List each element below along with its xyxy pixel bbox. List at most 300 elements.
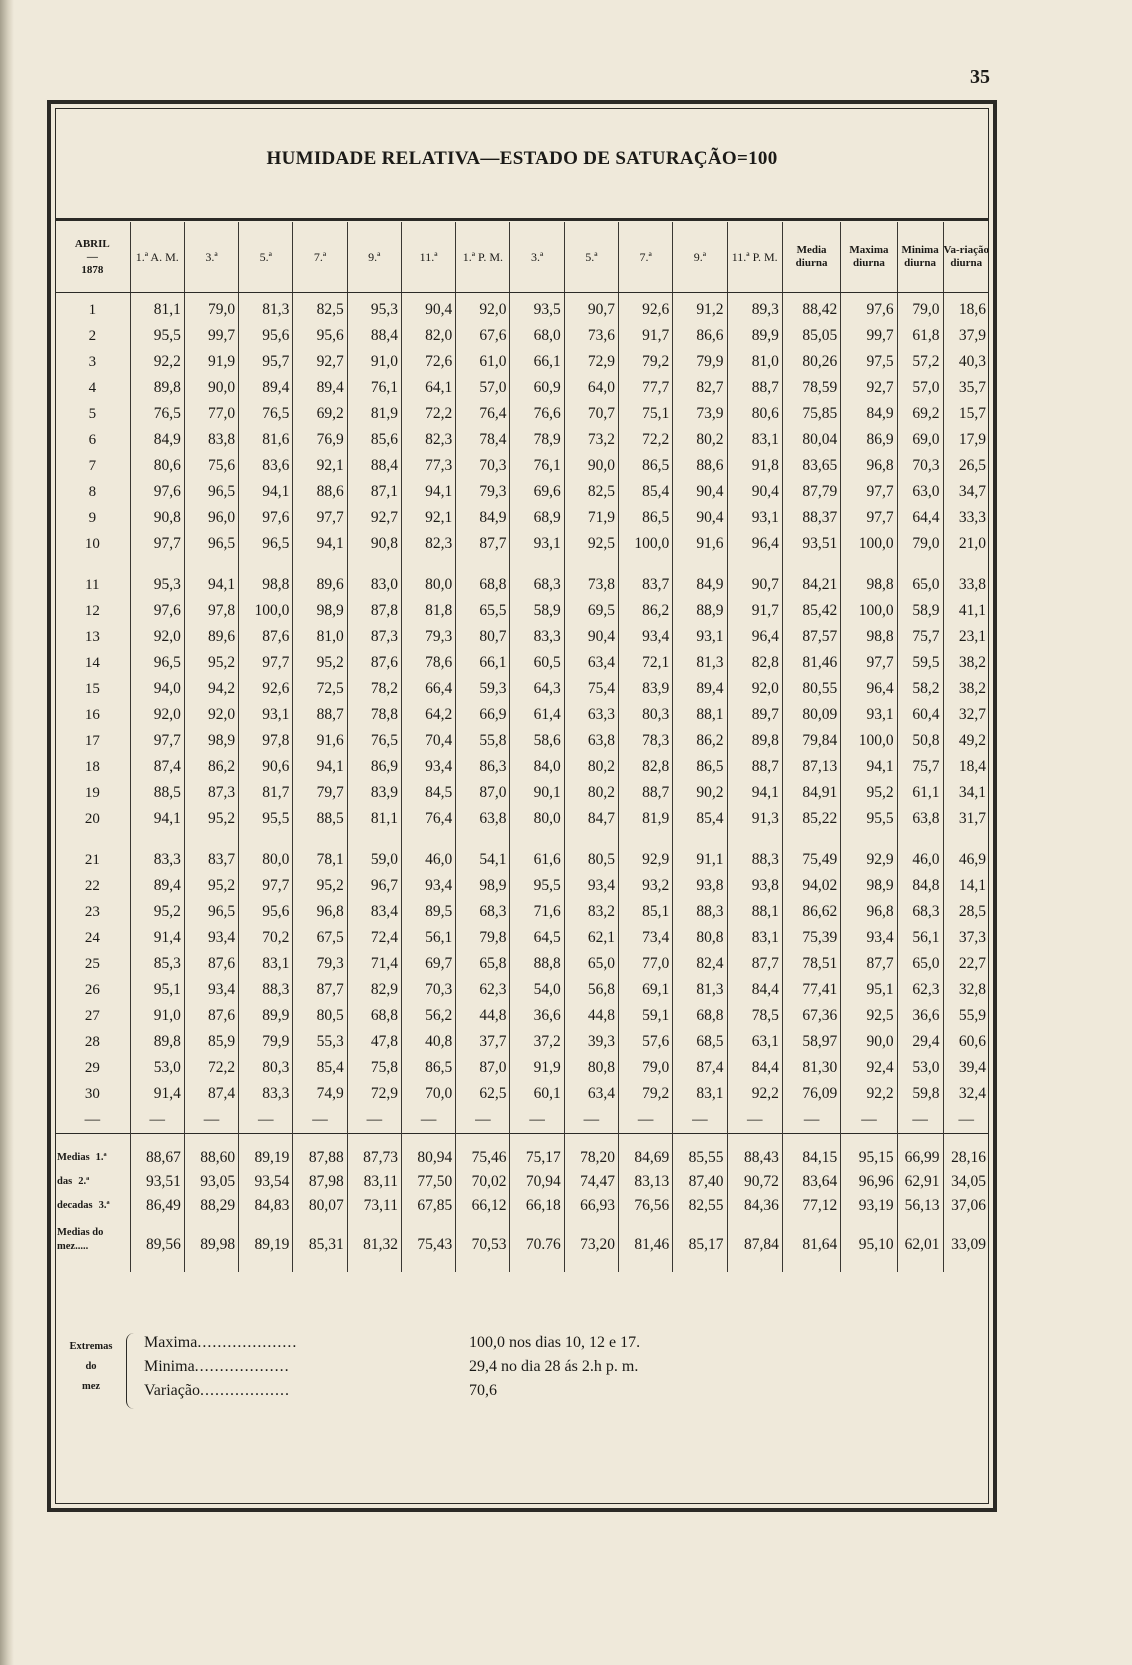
value-cell: 64,1 [401, 375, 455, 401]
value-cell: 89,5 [401, 899, 455, 925]
value-cell: 93,51 [130, 1170, 184, 1194]
value-cell: 64,5 [510, 925, 564, 951]
value-cell: 85,55 [673, 1146, 727, 1170]
value-cell: 71,9 [564, 505, 618, 531]
value-cell: 57,2 [897, 349, 943, 375]
header-col-3: 7.ª [293, 222, 347, 293]
value-cell: 61,6 [510, 847, 564, 873]
value-cell: 96,5 [184, 899, 238, 925]
value-cell: 37,3 [943, 925, 989, 951]
value-cell: 85,3 [130, 951, 184, 977]
day-cell: 24 [84, 930, 100, 946]
value-cell: 79,0 [619, 1055, 673, 1081]
value-cell: 70.76 [510, 1218, 564, 1260]
value-cell: 81,30 [782, 1055, 840, 1081]
value-cell: 87,7 [456, 531, 510, 557]
value-cell: 96,8 [841, 899, 897, 925]
value-cell: 91,9 [510, 1055, 564, 1081]
value-cell: 89,8 [130, 375, 184, 401]
table-row [55, 453, 989, 479]
value-cell: 81,0 [727, 349, 782, 375]
value-cell: 85,31 [293, 1218, 347, 1260]
value-cell: 87,8 [347, 598, 401, 624]
header-col-4: 9.ª [347, 222, 401, 293]
dash-cell: — [347, 1107, 401, 1134]
table-row [55, 427, 989, 453]
day-cell: 16 [84, 707, 100, 723]
value-cell: 97,6 [130, 598, 184, 624]
value-cell: 87,3 [347, 624, 401, 650]
value-cell: 83,3 [130, 847, 184, 873]
value-cell: 95,15 [841, 1146, 897, 1170]
value-cell: 97,6 [239, 505, 293, 531]
value-cell: 92,7 [293, 349, 347, 375]
value-cell: 97,7 [841, 479, 897, 505]
value-cell: 83,1 [239, 951, 293, 977]
value-cell: 70,0 [401, 1081, 455, 1107]
value-cell: 89,6 [293, 572, 347, 598]
value-cell: 66,1 [510, 349, 564, 375]
value-cell: 90,0 [841, 1029, 897, 1055]
value-cell: 81,9 [619, 806, 673, 832]
value-cell: 90,4 [401, 293, 455, 324]
value-cell: 97,7 [293, 505, 347, 531]
value-cell: 89,7 [727, 702, 782, 728]
value-cell: 80,04 [782, 427, 840, 453]
table-row [55, 847, 989, 873]
table-row [55, 505, 989, 531]
value-cell: 37,2 [510, 1029, 564, 1055]
table-row [55, 479, 989, 505]
value-cell: 89,19 [239, 1146, 293, 1170]
value-cell: 98,8 [239, 572, 293, 598]
value-cell: 73,2 [564, 427, 618, 453]
day-cell: 3 [88, 354, 97, 370]
value-cell: 76,56 [619, 1194, 673, 1218]
dash-cell: — [456, 1107, 510, 1134]
value-cell: 91,0 [130, 1003, 184, 1029]
value-cell: 96,7 [347, 873, 401, 899]
value-cell: 59,0 [347, 847, 401, 873]
value-cell: 86,5 [401, 1055, 455, 1081]
value-cell: 93,4 [619, 624, 673, 650]
value-cell: 15,7 [943, 401, 989, 427]
value-cell: 83,3 [510, 624, 564, 650]
header-col-13: Maxima diurna [841, 222, 897, 293]
header-col-14: Minima diurna [897, 222, 943, 293]
value-cell: 97,7 [130, 728, 184, 754]
value-cell: 57,0 [897, 375, 943, 401]
value-cell: 84,9 [841, 401, 897, 427]
value-cell: 72,4 [347, 925, 401, 951]
value-cell: 77,41 [782, 977, 840, 1003]
value-cell: 87,6 [184, 951, 238, 977]
value-cell: 91,9 [184, 349, 238, 375]
value-cell: 32,4 [943, 1081, 989, 1107]
header-col-11: 11.ª P. M. [727, 222, 782, 293]
value-cell: 97,7 [841, 505, 897, 531]
value-cell: 76,5 [347, 728, 401, 754]
value-cell: 66,12 [456, 1194, 510, 1218]
value-cell: 87,98 [293, 1170, 347, 1194]
value-cell: 79,3 [293, 951, 347, 977]
header-col-12: Media diurna [782, 222, 840, 293]
value-cell: 58,6 [510, 728, 564, 754]
dash-cell: — [184, 1107, 238, 1134]
value-cell: 70,53 [456, 1218, 510, 1260]
header-col-15: Va-riação diurna [943, 222, 989, 293]
day-cell: 30 [84, 1086, 100, 1102]
value-cell: 70,4 [401, 728, 455, 754]
value-cell: 97,6 [130, 479, 184, 505]
value-cell: 91,6 [293, 728, 347, 754]
value-cell: 64,0 [564, 375, 618, 401]
value-cell: 87,4 [673, 1055, 727, 1081]
value-cell: 21,0 [943, 531, 989, 557]
value-cell: 82,8 [727, 650, 782, 676]
value-cell: 95,6 [239, 899, 293, 925]
value-cell: 60,1 [510, 1081, 564, 1107]
value-cell: 84,5 [401, 780, 455, 806]
day-cell: 20 [84, 811, 100, 827]
value-cell: 85,9 [184, 1029, 238, 1055]
value-cell: 85,4 [293, 1055, 347, 1081]
value-cell: 93,51 [782, 531, 840, 557]
value-cell: 94,1 [401, 479, 455, 505]
value-cell: 83,1 [727, 427, 782, 453]
value-cell: 100,0 [239, 598, 293, 624]
value-cell: 23,1 [943, 624, 989, 650]
value-cell: 92,2 [727, 1081, 782, 1107]
day-cell: 4 [88, 380, 97, 396]
value-cell: 89,4 [673, 676, 727, 702]
value-cell: 88,1 [727, 899, 782, 925]
value-cell: 57,0 [456, 375, 510, 401]
header-col-10: 9.ª [673, 222, 727, 293]
value-cell: 87,7 [293, 977, 347, 1003]
value-cell: 93,05 [184, 1170, 238, 1194]
value-cell: 78,5 [727, 1003, 782, 1029]
value-cell: 61,4 [510, 702, 564, 728]
page-title: HUMIDADE RELATIVA—ESTADO DE SATURAÇÃO=100 [266, 148, 778, 169]
value-cell: 98,8 [841, 572, 897, 598]
extremes-label: Extremas do mez [69, 1341, 113, 1392]
value-cell: 83,9 [347, 780, 401, 806]
value-cell: 79,8 [456, 925, 510, 951]
decade-gap [55, 832, 989, 847]
value-cell: 86,5 [673, 754, 727, 780]
value-cell: 84,91 [782, 780, 840, 806]
value-cell: 93,19 [841, 1194, 897, 1218]
value-cell: 95,3 [347, 293, 401, 324]
value-cell: 91,6 [673, 531, 727, 557]
value-cell: 80,07 [293, 1194, 347, 1218]
value-cell: 65,0 [897, 572, 943, 598]
value-cell: 68,5 [673, 1029, 727, 1055]
value-cell: 96,8 [293, 899, 347, 925]
day-cell: 7 [88, 458, 97, 474]
value-cell: 70,3 [401, 977, 455, 1003]
value-cell: 96,0 [184, 505, 238, 531]
table-row [55, 925, 989, 951]
decade-mean-row [55, 1194, 989, 1218]
value-cell: 92,7 [841, 375, 897, 401]
value-cell: 26,5 [943, 453, 989, 479]
value-cell: 86,2 [673, 728, 727, 754]
value-cell: 83,3 [239, 1081, 293, 1107]
decade-mean-label: decadas 3.ª [57, 1200, 110, 1211]
value-cell: 89,8 [130, 1029, 184, 1055]
value-cell: 75,7 [897, 624, 943, 650]
value-cell: 37,06 [943, 1194, 989, 1218]
value-cell: 80,2 [564, 754, 618, 780]
value-cell: 93,8 [727, 873, 782, 899]
value-cell: 99,7 [841, 323, 897, 349]
day-cell: 17 [84, 733, 100, 749]
page-number: 35 [970, 66, 990, 88]
table-row [55, 1029, 989, 1055]
value-cell: 90,1 [510, 780, 564, 806]
value-cell: 77,0 [619, 951, 673, 977]
value-cell: 70,3 [456, 453, 510, 479]
value-cell: 68,3 [897, 899, 943, 925]
value-cell: 93,4 [401, 873, 455, 899]
value-cell: 28,5 [943, 899, 989, 925]
value-cell: 96,5 [130, 650, 184, 676]
value-cell: 78,51 [782, 951, 840, 977]
value-cell: 55,3 [293, 1029, 347, 1055]
value-cell: 85,1 [619, 899, 673, 925]
value-cell: 40,8 [401, 1029, 455, 1055]
value-cell: 92,0 [130, 702, 184, 728]
value-cell: 96,5 [184, 479, 238, 505]
value-cell: 84,8 [897, 873, 943, 899]
value-cell: 81,0 [293, 624, 347, 650]
value-cell: 88,5 [130, 780, 184, 806]
day-cell: 26 [84, 982, 100, 998]
value-cell: 83,2 [564, 899, 618, 925]
value-cell: 80,2 [673, 427, 727, 453]
value-cell: 88,7 [293, 702, 347, 728]
value-cell: 82,9 [347, 977, 401, 1003]
value-cell: 36,6 [510, 1003, 564, 1029]
value-cell: 95,2 [184, 650, 238, 676]
value-cell: 93,1 [510, 531, 564, 557]
value-cell: 88,6 [673, 453, 727, 479]
value-cell: 73,4 [619, 925, 673, 951]
value-cell: 84,4 [727, 1055, 782, 1081]
dash-cell: — [841, 1107, 897, 1134]
value-cell: 86,2 [184, 754, 238, 780]
value-cell: 86,2 [619, 598, 673, 624]
table-row [55, 572, 989, 598]
value-cell: 82,3 [401, 531, 455, 557]
value-cell: 56,1 [897, 925, 943, 951]
header-col-7: 3.ª [510, 222, 564, 293]
value-cell: 81,1 [130, 293, 184, 324]
value-cell: 79,7 [293, 780, 347, 806]
value-cell: 84,4 [727, 977, 782, 1003]
table-row [55, 780, 989, 806]
value-cell: 44,8 [564, 1003, 618, 1029]
day-cell: 19 [84, 785, 100, 801]
value-cell: 94,1 [130, 806, 184, 832]
value-cell: 59,5 [897, 650, 943, 676]
table-row [55, 650, 989, 676]
value-cell: 81,1 [347, 806, 401, 832]
value-cell: 79,0 [897, 293, 943, 324]
value-cell: 73,20 [564, 1218, 618, 1260]
header-col-1: 3.ª [184, 222, 238, 293]
value-cell: 92,7 [347, 505, 401, 531]
value-cell: 88,7 [727, 375, 782, 401]
table-row [55, 754, 989, 780]
value-cell: 89,8 [727, 728, 782, 754]
value-cell: 94,1 [293, 531, 347, 557]
value-cell: 68,8 [347, 1003, 401, 1029]
value-cell: 90,0 [564, 453, 618, 479]
value-cell: 81,46 [619, 1218, 673, 1260]
value-cell: 85,42 [782, 598, 840, 624]
decade-mean-label: das 2.ª [57, 1176, 90, 1187]
value-cell: 34,05 [943, 1170, 989, 1194]
value-cell: 83,1 [727, 925, 782, 951]
value-cell: 68,9 [510, 505, 564, 531]
header-col-6: 1.ª P. M. [456, 222, 510, 293]
day-cell: 2 [88, 328, 97, 344]
value-cell: 92,0 [727, 676, 782, 702]
value-cell: 85,05 [782, 323, 840, 349]
value-cell: 60,4 [897, 702, 943, 728]
value-cell: 75,39 [782, 925, 840, 951]
value-cell: 88,42 [782, 293, 840, 324]
table-row [55, 728, 989, 754]
value-cell: 76,9 [293, 427, 347, 453]
value-cell: 73,11 [347, 1194, 401, 1218]
value-cell: 80,3 [239, 1055, 293, 1081]
value-cell: 69,2 [293, 401, 347, 427]
value-cell: 50,8 [897, 728, 943, 754]
value-cell: 68,8 [673, 1003, 727, 1029]
value-cell: 89,3 [727, 293, 782, 324]
value-cell: 76,4 [401, 806, 455, 832]
day-cell: 15 [84, 681, 100, 697]
value-cell: 96,8 [841, 453, 897, 479]
value-cell: 59,1 [619, 1003, 673, 1029]
value-cell: 96,4 [727, 531, 782, 557]
value-cell: 69,7 [401, 951, 455, 977]
value-cell: 80,6 [727, 401, 782, 427]
value-cell: 63,4 [564, 1081, 618, 1107]
value-cell: 89,4 [293, 375, 347, 401]
dash-cell: — [293, 1107, 347, 1134]
value-cell: 38,2 [943, 676, 989, 702]
value-cell: 89,19 [239, 1218, 293, 1260]
value-cell: 91,3 [727, 806, 782, 832]
value-cell: 61,0 [456, 349, 510, 375]
value-cell: 93,1 [727, 505, 782, 531]
value-cell: 17,9 [943, 427, 989, 453]
header-col-0: 1.ª A. M. [130, 222, 184, 293]
value-cell: 97,7 [239, 650, 293, 676]
value-cell: 98,9 [184, 728, 238, 754]
value-cell: 99,7 [184, 323, 238, 349]
value-cell: 59,8 [897, 1081, 943, 1107]
day-cell: 22 [84, 878, 100, 894]
value-cell: 83,13 [619, 1170, 673, 1194]
value-cell: 91,1 [673, 847, 727, 873]
decade-gap [55, 557, 989, 572]
value-cell: 81,8 [401, 598, 455, 624]
value-cell: 81,9 [347, 401, 401, 427]
day-cell: 25 [84, 956, 100, 972]
page-binding-edge [0, 0, 14, 1665]
value-cell: 95,7 [239, 349, 293, 375]
value-cell: 92,6 [239, 676, 293, 702]
table-bottom-pad [55, 1260, 989, 1272]
value-cell: 56,1 [401, 925, 455, 951]
value-cell: 83,0 [347, 572, 401, 598]
value-cell: 73,9 [673, 401, 727, 427]
value-cell: 44,8 [456, 1003, 510, 1029]
table-row [55, 873, 989, 899]
value-cell: 79,0 [184, 293, 238, 324]
value-cell: 84,21 [782, 572, 840, 598]
value-cell: 69,5 [564, 598, 618, 624]
value-cell: 94,1 [293, 754, 347, 780]
value-cell: 33,09 [943, 1218, 989, 1260]
dash-cell: — [239, 1107, 293, 1134]
value-cell: 83,64 [782, 1170, 840, 1194]
value-cell: 92,6 [619, 293, 673, 324]
table-row [55, 702, 989, 728]
value-cell: 58,9 [510, 598, 564, 624]
value-cell: 100,0 [841, 531, 897, 557]
value-cell: 85,22 [782, 806, 840, 832]
value-cell: 85,4 [619, 479, 673, 505]
day-cell: 28 [84, 1034, 100, 1050]
value-cell: 68,3 [456, 899, 510, 925]
value-cell: 56,8 [564, 977, 618, 1003]
value-cell: 93,1 [841, 702, 897, 728]
value-cell: 55,9 [943, 1003, 989, 1029]
value-cell: 80,0 [401, 572, 455, 598]
decade-mean-row [55, 1170, 989, 1194]
value-cell: 76,1 [347, 375, 401, 401]
value-cell: 86,49 [130, 1194, 184, 1218]
value-cell: 78,1 [293, 847, 347, 873]
value-cell: 93,4 [184, 977, 238, 1003]
value-cell: 83,65 [782, 453, 840, 479]
value-cell: 81,46 [782, 650, 840, 676]
value-cell: 92,9 [841, 847, 897, 873]
value-cell: 73,8 [564, 572, 618, 598]
value-cell: 86,6 [673, 323, 727, 349]
value-cell: 92,2 [130, 349, 184, 375]
value-cell: 97,8 [184, 598, 238, 624]
value-cell: 94,2 [184, 676, 238, 702]
value-cell: 75,17 [510, 1146, 564, 1170]
dash-cell: — [84, 1111, 101, 1128]
value-cell: 87,88 [293, 1146, 347, 1170]
value-cell: 66,4 [401, 676, 455, 702]
table-row [55, 676, 989, 702]
value-cell: 81,3 [673, 650, 727, 676]
day-cell: 11 [85, 577, 100, 593]
value-cell: 81,32 [347, 1218, 401, 1260]
value-cell: 40,3 [943, 349, 989, 375]
value-cell: 80,7 [456, 624, 510, 650]
